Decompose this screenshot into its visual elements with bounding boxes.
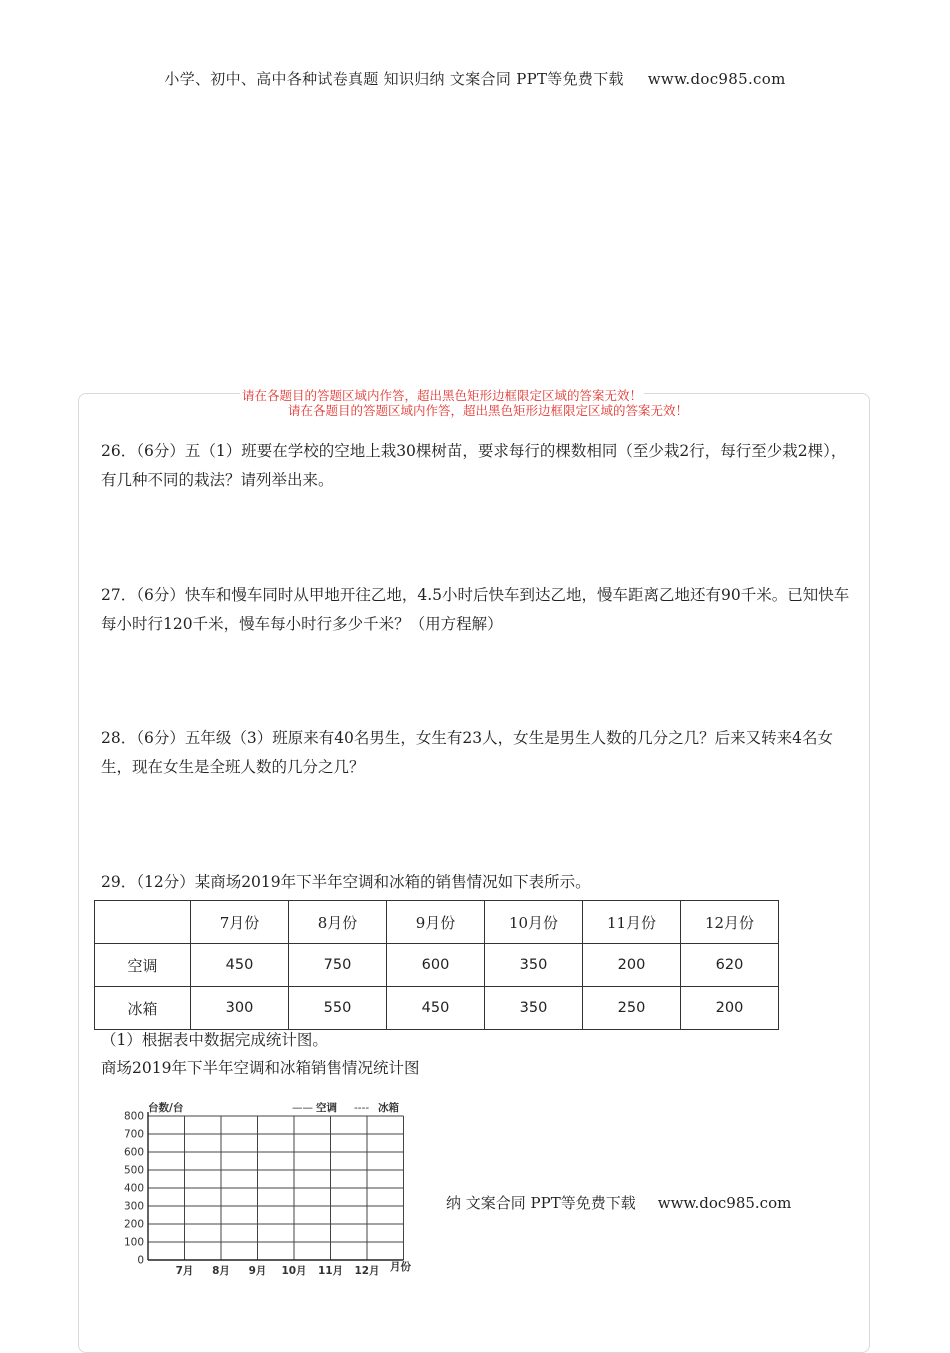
y-tick-label: 0 bbox=[137, 1254, 144, 1267]
header-site: www.doc985.com bbox=[647, 70, 786, 88]
footer-fragment bbox=[442, 1192, 795, 1213]
question-27: 27．（6分）快车和慢车同时从甲地开往乙地，4.5小时后快车到达乙地，慢车距离乙地还有90千米。已知快车每小时行120千米，慢车每小时行多少千米？（用方程解） bbox=[101, 586, 850, 633]
y-tick-labels bbox=[124, 1111, 144, 1267]
y-tick-label: 800 bbox=[123, 1110, 144, 1123]
table-cell: 200 bbox=[583, 944, 681, 987]
x-tick-label: 12月 bbox=[354, 1265, 380, 1277]
header-text: 小学、初中、高中各种试卷真题 知识归纳 文案合同 PPT等免费下载 bbox=[164, 70, 624, 88]
row-label: 冰箱 bbox=[95, 987, 191, 1030]
row-label: 空调 bbox=[95, 944, 191, 987]
x-tick-label: 7月 bbox=[175, 1265, 194, 1277]
y-tick-label: 300 bbox=[123, 1200, 144, 1213]
table-header-cell: 7月份 bbox=[191, 901, 289, 944]
table-header-row bbox=[95, 901, 779, 944]
line-chart-grid bbox=[110, 1092, 430, 1282]
table-cell: 200 bbox=[681, 987, 779, 1030]
x-tick-label: 11月 bbox=[317, 1265, 344, 1277]
table-cell: 450 bbox=[387, 987, 485, 1030]
legend-symbol-solid: —— bbox=[292, 1102, 313, 1114]
table-row bbox=[95, 944, 779, 987]
table-cell: 750 bbox=[289, 944, 387, 987]
y-tick-label: 500 bbox=[123, 1164, 144, 1177]
sub-question-1: （1）根据表中数据完成统计图。 bbox=[101, 1031, 328, 1049]
table-cell: 450 bbox=[191, 944, 289, 987]
table-header-cell: 11月份 bbox=[583, 901, 681, 944]
answer-area-warning-duplicate: 请在各题目的答题区域内作答，超出黑色矩形边框限定区域的答案无效！ bbox=[288, 403, 689, 418]
question-29: 29．（12分）某商场2019年下半年空调和冰箱的销售情况如下表所示。 bbox=[101, 873, 591, 891]
chart-caption: 商场2019年下半年空调和冰箱销售情况统计图 bbox=[101, 1059, 420, 1077]
table-header-cell: 9月份 bbox=[387, 901, 485, 944]
table-cell: 550 bbox=[289, 987, 387, 1030]
y-tick-label: 200 bbox=[123, 1218, 144, 1231]
y-tick-label: 400 bbox=[123, 1182, 144, 1195]
x-axis-label: 月份 bbox=[390, 1261, 411, 1273]
table-cell: 600 bbox=[387, 944, 485, 987]
footer-site: www.doc985.com bbox=[657, 1194, 792, 1212]
question-26: 26．（6分）五（1）班要在学校的空地上栽30棵树苗，要求每行的棵数相同（至少栽2行，每行至少栽2棵），有几种不同的栽法？请列举出来。 bbox=[101, 442, 847, 489]
sales-table bbox=[94, 900, 779, 1030]
x-tick-label: 10月 bbox=[281, 1265, 307, 1277]
answer-area-warning: 请在各题目的答题区域内作答，超出黑色矩形边框限定区域的答案无效！ bbox=[242, 388, 643, 403]
y-tick-label: 700 bbox=[123, 1128, 144, 1141]
table-header-cell: 12月份 bbox=[681, 901, 779, 944]
y-axis-label: 台数/台 bbox=[148, 1102, 184, 1114]
y-tick-label: 600 bbox=[123, 1146, 144, 1159]
x-tick-label: 9月 bbox=[248, 1265, 267, 1277]
table-row bbox=[95, 987, 779, 1030]
chart-grid bbox=[148, 1112, 404, 1260]
table-header-cell: 10月份 bbox=[485, 901, 583, 944]
table-cell: 620 bbox=[681, 944, 779, 987]
footer-text: 纳 文案合同 PPT等免费下载 bbox=[446, 1194, 636, 1212]
y-tick-label: 100 bbox=[123, 1236, 144, 1249]
x-tick-label: 8月 bbox=[212, 1265, 230, 1277]
table-corner-cell bbox=[95, 901, 191, 944]
x-tick-labels bbox=[176, 1264, 380, 1277]
chart-legend bbox=[292, 1101, 399, 1114]
legend-label-refrigerator: 冰箱 bbox=[378, 1102, 399, 1114]
table-cell: 300 bbox=[191, 987, 289, 1030]
table-cell: 350 bbox=[485, 987, 583, 1030]
page-header bbox=[0, 68, 950, 89]
legend-label-air-conditioner: 空调 bbox=[316, 1102, 337, 1114]
table-cell: 250 bbox=[583, 987, 681, 1030]
table-header-cell: 8月份 bbox=[289, 901, 387, 944]
table-cell: 350 bbox=[485, 944, 583, 987]
legend-symbol-dashed: ---- bbox=[354, 1102, 370, 1114]
question-28: 28．（6分）五年级（3）班原来有40名男生，女生有23人，女生是男生人数的几分之几？后来又转来4名女生，现在女生是全班人数的几分之几？ bbox=[101, 729, 834, 776]
